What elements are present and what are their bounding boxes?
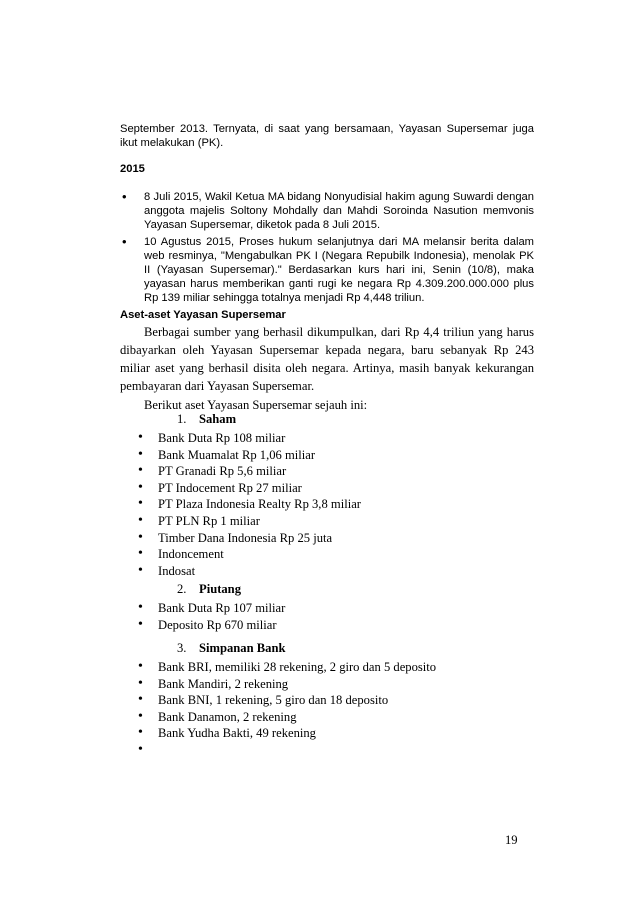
list-item: • Bank Duta Rp 108 miliar <box>132 430 532 447</box>
list-item: • 8 Juli 2015, Wakil Ketua MA bidang Nonyudisial hakim agung Suwardi dengan anggota majelis Soltony Mohdally dan Mahdi Soroinda Nasution memvonis Yayasan Supersemar, diketok pada 8 Juli 2015. <box>120 190 534 232</box>
list-item: • Timber Dana Indonesia Rp 25 juta <box>132 530 532 547</box>
section-number: 1. <box>177 412 187 426</box>
list-item: • Indosat <box>132 563 532 580</box>
section-title: Simpanan Bank <box>199 641 286 655</box>
section-heading-simpanan-bank <box>177 641 285 656</box>
list-item: • PT Granadi Rp 5,6 miliar <box>132 463 532 480</box>
assets-paragraph: Berbagai sumber yang berhasil dikumpulkan, dari Rp 4,4 triliun yang harus dibayarkan oleh Yayasan Supersemar kepada negara, baru sebanyak Rp 243 miliar aset yang berhasil disita oleh negara. Artinya, masih banyak kekurangan pembayaran dari Yayasan Supersemar. <box>120 325 534 393</box>
section-heading-saham <box>177 412 236 427</box>
list-item: • PT PLN Rp 1 miliar <box>132 513 532 530</box>
list-item: • Bank Mandiri, 2 rekening <box>132 676 532 693</box>
list-item: • Bank Duta Rp 107 miliar <box>132 600 532 617</box>
piutang-list <box>132 600 532 633</box>
list-item: • Bank BRI, memiliki 28 rekening, 2 giro dan 5 deposito <box>132 659 532 676</box>
list-item: • Bank Danamon, 2 rekening <box>132 709 532 726</box>
page-number: 19 <box>505 833 518 847</box>
simpanan-bank-list <box>132 659 532 759</box>
list-item: • Bank Yudha Bakti, 49 rekening <box>132 725 532 742</box>
list-item: • Bank BNI, 1 rekening, 5 giro dan 18 deposito <box>132 692 532 709</box>
list-item: • Indoncement <box>132 546 532 563</box>
list-item: • 10 Agustus 2015, Proses hukum selanjutnya dari MA melansir berita dalam web resminya, "Mengabulkan PK I (Negara Repubilk Indonesia), menolak PK II (Yayasan Supersemar)." Berdasarkan kurs hari ini, Senin (10/8), maka yayasan harus memberikan ganti rugi ke negara Rp 4.309.200.000.000 plus Rp 139 miliar sehingga totalnya menjadi Rp 4,448 triliun. <box>120 235 534 305</box>
section-title: Saham <box>199 412 237 426</box>
section-number: 2. <box>177 582 187 596</box>
list-item: • Deposito Rp 670 miliar <box>132 617 532 634</box>
list-item <box>132 742 532 759</box>
list-item: • Bank Muamalat Rp 1,06 miliar <box>132 447 532 464</box>
intro-paragraph: September 2013. Ternyata, di saat yang bersamaan, Yayasan Supersemar juga ikut melakukan (PK). <box>120 123 534 149</box>
year-2015-heading: 2015 <box>120 163 145 175</box>
list-item: • PT Indocement Rp 27 miliar <box>132 480 532 497</box>
section-heading-piutang <box>177 582 241 597</box>
list-item: • PT Plaza Indonesia Realty Rp 3,8 miliar <box>132 496 532 513</box>
section-title: Piutang <box>199 582 241 596</box>
section-number: 3. <box>177 641 187 655</box>
year-2015-list <box>120 190 534 308</box>
assets-intro-line: Berikut aset Yayasan Supersemar sejauh ini: <box>144 398 368 412</box>
saham-list <box>132 430 532 579</box>
assets-heading: Aset-aset Yayasan Supersemar <box>120 309 286 321</box>
